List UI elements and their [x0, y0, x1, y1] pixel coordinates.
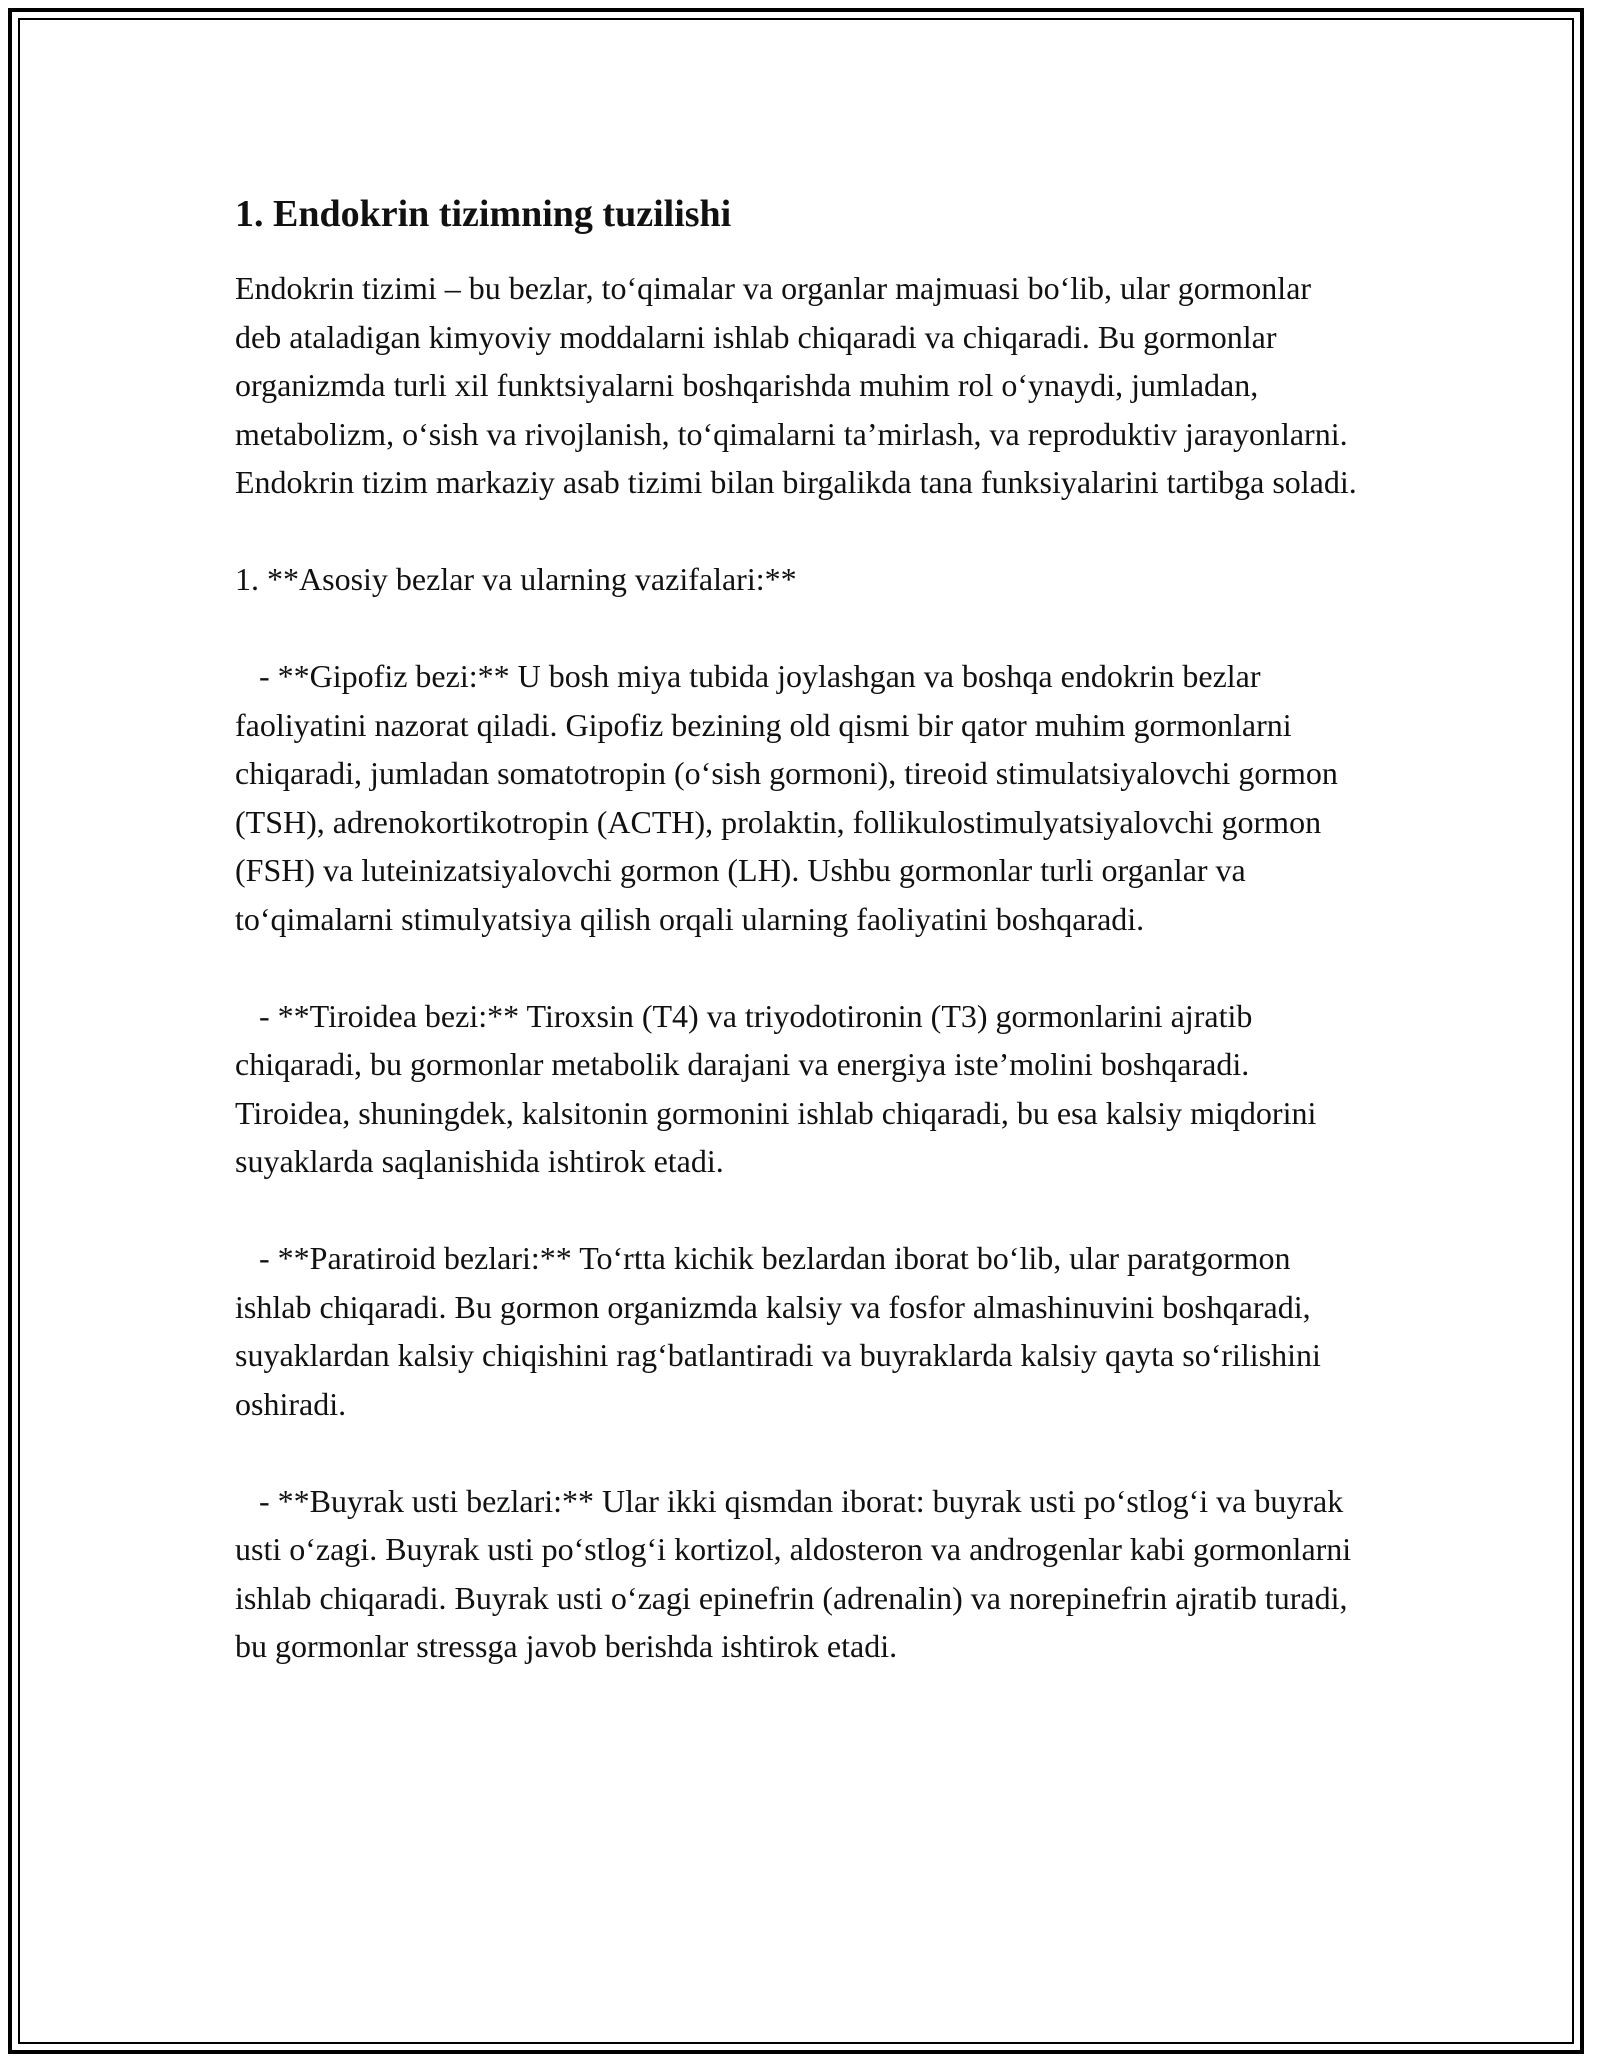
intro-paragraph: Endokrin tizimi – bu bezlar, to‘qimalar va organlar majmuasi bo‘lib, ular gormonlar deb ataladigan kimyoviy moddalarni ishlab chiqaradi va chiqaradi. Bu gormonlar organizmda turli xil funktsiyalarni boshqarishda muhim rol o‘ynaydi, jumladan, metabolizm, o‘sish va rivojlanish, to‘qimalarni ta’mirlash, va reproduktiv jarayonlarni. Endokrin tizim markaziy asab tizimi bilan birgalikda tana funksiyalarini tartibga soladi. [235, 270, 1357, 500]
paratiroid-paragraph: - **Paratiroid bezlari:** To‘rtta kichik bezlardan iborat bo‘lib, ular paratgormon ishlab chiqaradi. Bu gormon organizmda kalsiy va fosfor almashinuvini boshqaradi, suyaklardan kalsiy chiqishini rag‘batlantiradi va buyraklarda kalsiy qayta so‘rilishini oshiradi. [235, 1240, 1329, 1422]
section-heading: 1. Endokrin tizimning tuzilishi [235, 193, 732, 235]
tiroidea-paragraph: - **Tiroidea bezi:** Tiroxsin (T4) va triyodotironin (T3) gormonlarini ajratib chiqaradi, bu gormonlar metabolik darajani va energiya iste’molini boshqaradi. Tiroidea, shuningdek, kalsitonin gormonini ishlab chiqaradi, bu esa kalsiy miqdorini suyaklarda saqlanishida ishtirok etadi. [235, 997, 1325, 1179]
document-body [235, 190, 1365, 1719]
buyrak-usti-paragraph: - **Buyrak usti bezlari:** Ular ikki qismdan iborat: buyrak usti po‘stlog‘i va buyrak usti o‘zagi. Buyrak usti po‘stlog‘i kortizol, aldosteron va androgenlar kabi gormonlarni ishlab chiqaradi. Buyrak usti o‘zagi epinefrin (adrenalin) va norepinefrin ajratib turadi, bu gormonlar stressga javob berishda ishtirok etadi. [235, 1482, 1360, 1664]
gipofiz-paragraph: - **Gipofiz bezi:** U bosh miya tubida joylashgan va boshqa endokrin bezlar faoliyatini nazorat qiladi. Gipofiz bezining old qismi bir qator muhim gormonlarni chiqaradi, jumladan somatotropin (o‘sish gormoni), tireoid stimulatsiyalovchi gormon (TSH), adrenokortikotropin (ACTH), prolaktin, follikulostimulyatsiyalovchi gormon (FSH) va luteinizatsiyalovchi gormon (LH). Ushbu gormonlar turli organlar va to‘qimalarni stimulyatsiya qilish orqali ularning faoliyatini boshqaradi. [235, 658, 1346, 937]
list-heading-paragraph: 1. **Asosiy bezlar va ularning vazifalari:** [235, 561, 797, 597]
